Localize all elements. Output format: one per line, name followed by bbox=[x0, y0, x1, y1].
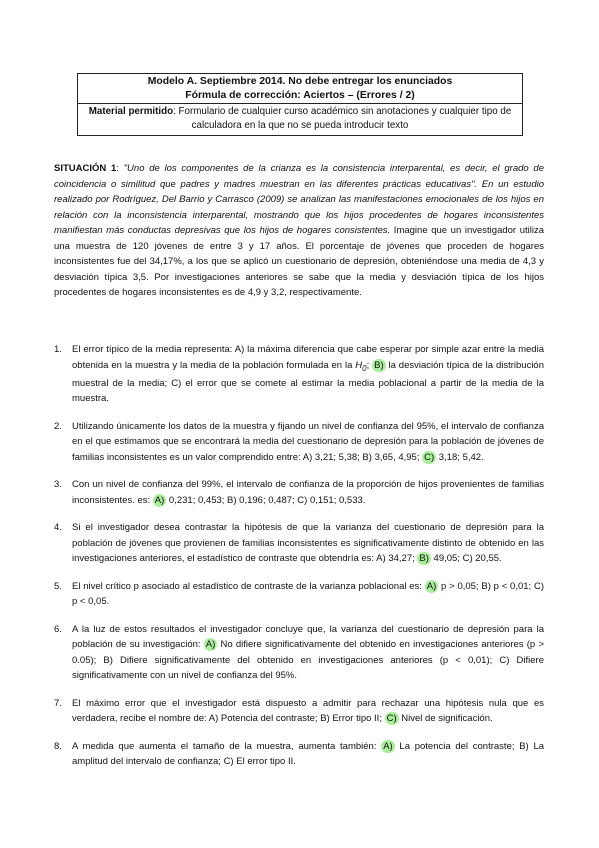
correction-formula: Fórmula de corrección: Aciertos – (Errores / 2) bbox=[78, 89, 522, 104]
situation-paragraph bbox=[54, 161, 544, 301]
question-text: Si el investigador desea contrastar la hipótesis de que la varianza del cuestionario de depresión para la población de jóvenes que provienen de familias inconsistentes es significativamente distinto de obtenido en las investigaciones anteriores, el estadístico de contraste que obtendría es: A) 34,27; bbox=[72, 522, 544, 565]
question-text: El máximo error que el investigador está dispuesto a admitir para rechazar una hipótesis nula que es verdadera, recibe el nombre de: A) Potencia del contraste; B) Error tipo II; bbox=[72, 697, 544, 725]
question-text: Con un nivel de confianza del 99%, el intervalo de confianza de la proporción de hijos provenientes de familias inconsistentes. es: bbox=[72, 479, 544, 506]
h0-letter: H bbox=[355, 359, 363, 371]
correct-answer-highlight: C) bbox=[424, 451, 435, 463]
question-text-end: 49,05; C) 20,55. bbox=[430, 553, 502, 565]
question-text-end: 0,231; 0,453; B) 0,196; 0,487; C) 0,151; 0,533. bbox=[166, 494, 366, 506]
correct-answer-highlight: A) bbox=[205, 639, 216, 651]
situation-text: Imagine que un investigador utiliza una muestra de 120 jóvenes de entre 3 y 17 años. El porcentaje de jóvenes que proceden de hogares inconsistentes fue del 34,17%, a los que se aplicó un cuestionario de depresión, obteniéndose una media de 4,3 y desviación típica 3,5. Por investigaciones anteriores se sabe que la media y desviación típica de los hijos procedentes de hogares inconsistentes es de 4,9 y 3,2, respectivamente. bbox=[54, 225, 544, 298]
question-text: A la luz de estos resultados el investigador concluye que, la varianza del cuestionario de depresión para la población de su investigación: bbox=[72, 623, 544, 651]
question-number: 3. bbox=[54, 479, 62, 491]
question-5 bbox=[54, 579, 544, 610]
question-number: 6. bbox=[54, 623, 62, 635]
question-text: El nivel crítico p asociado al estadístico de contraste de la varianza poblacional es: bbox=[72, 580, 422, 592]
allowed-material-text: : Formulario de cualquier curso académico sin anotaciones y cualquier tipo de calculadora en la que no se pueda introducir texto bbox=[173, 106, 512, 131]
situation-quote: "Uno de los componentes de la crianza es la consistencia interparental, es decir, el grado de coincidencia o similitud que padres y madres muestran en las diferentes prácticas educativas". En un estudio realizado por Rodríguez, Del Barrio y Carrasco (2009) se analizan las manifestaciones emocionales de los hijos en relación con la inconsistencia interparental, mostrando que los hijos procedentes de hogares inconsistentes manifiestan más conductas depresivas que los hijos de hogares consistentes. bbox=[54, 163, 544, 236]
question-number: 8. bbox=[54, 740, 62, 752]
header-box bbox=[77, 73, 523, 136]
question-list bbox=[54, 342, 544, 770]
question-text-end: No difiere significativamente del obtenido en investigaciones anteriores (p > 0.05); B) Difiere significativamente del obtenido en investigaciones anteriores (p < 0,01); C) Difiere significativamente con un nivel de confianza del 95%. bbox=[72, 639, 544, 682]
question-4 bbox=[54, 520, 544, 567]
question-number: 4. bbox=[54, 522, 62, 534]
question-number: 1. bbox=[54, 344, 62, 355]
question-6 bbox=[54, 622, 544, 684]
question-text-end: La potencia del contraste; B) La amplitud del intervalo de confianza; C) El error tipo II. bbox=[72, 740, 545, 768]
correct-answer-highlight: A) bbox=[426, 580, 437, 592]
exam-title: Modelo A. Septiembre 2014. No debe entregar los enunciados bbox=[147, 76, 453, 87]
question-text-end: 3,18; 5,42. bbox=[436, 451, 484, 463]
h0-subscript: 0 bbox=[362, 363, 367, 373]
correct-answer-highlight: C) bbox=[386, 713, 397, 725]
question-8 bbox=[54, 739, 544, 770]
question-text: A medida que aumenta el tamaño de la muestra, aumenta también: bbox=[72, 740, 377, 752]
situation-colon: : bbox=[116, 163, 124, 174]
correct-answer-highlight: A) bbox=[383, 740, 393, 752]
correct-answer-highlight: B) bbox=[374, 359, 384, 371]
allowed-material bbox=[78, 104, 522, 135]
question-3 bbox=[54, 477, 544, 508]
correct-answer-highlight: B) bbox=[419, 553, 429, 565]
question-text-end: Nivel de significación. bbox=[398, 713, 493, 725]
question-text: El error típico de la media representa: A) la máxima diferencia que cabe esperar por simple azar entre la media obtenida en la muestra y la media de la población formulada en la bbox=[72, 344, 544, 371]
question-2 bbox=[54, 419, 544, 466]
question-text-end: la desviación típica de la distribución muestral de la media; C) el error que se comete al estimar la media poblacional a partir de la media de la muestra. bbox=[72, 359, 545, 405]
question-number: 5. bbox=[54, 580, 62, 592]
h0-symbol bbox=[355, 360, 366, 371]
question-text: Utilizando únicamente los datos de la muestra y fijando un nivel de confianza del 95%, el intervalo de confianza en el que estimamos que se encontrará la media del cuestionario de depresión para la población de jóvenes de familias inconsistentes es un valor comprendido entre: A) 3,21; 5,38; B) 3,65, 4,95; bbox=[72, 420, 544, 463]
semicolon: ; bbox=[366, 359, 370, 371]
question-1 bbox=[54, 342, 544, 407]
question-text-end: p > 0,05; B) p < 0,01; C) p < 0,05. bbox=[72, 580, 545, 608]
correct-answer-highlight: A) bbox=[154, 494, 165, 506]
question-number: 7. bbox=[54, 697, 62, 709]
situation-label: SITUACIÓN 1 bbox=[54, 163, 117, 174]
question-number: 2. bbox=[54, 420, 62, 432]
question-7 bbox=[54, 696, 544, 727]
allowed-material-label: Material permitido bbox=[88, 106, 174, 117]
